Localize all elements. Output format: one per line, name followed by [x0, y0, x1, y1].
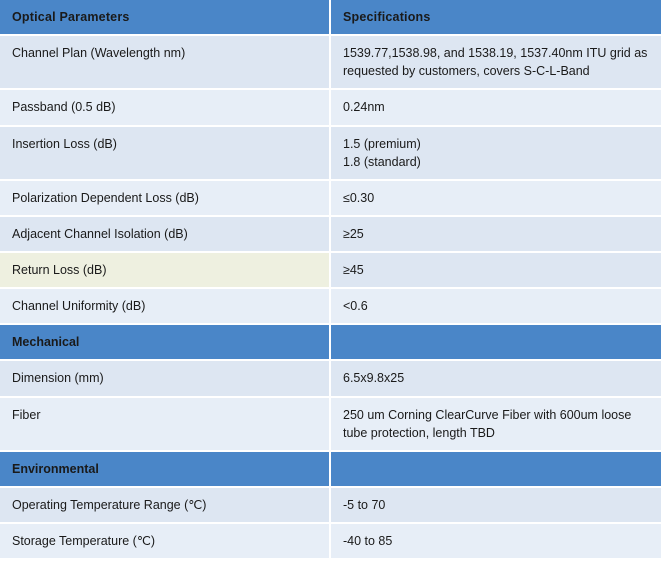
parameter-name: Channel Plan (Wavelength nm) — [0, 35, 330, 89]
table-row — [0, 216, 661, 252]
section-spacer — [330, 451, 661, 487]
section-title: Mechanical — [0, 324, 330, 360]
parameter-value: ≥45 — [330, 252, 661, 288]
parameter-value: -40 to 85 — [330, 523, 661, 559]
table-row — [0, 180, 661, 216]
table-row — [0, 288, 661, 324]
table-row — [0, 523, 661, 559]
section-title: Environmental — [0, 451, 330, 487]
parameter-name: Return Loss (dB) — [0, 252, 330, 288]
parameter-value: 1.5 (premium) 1.8 (standard) — [330, 126, 661, 180]
table-row — [0, 35, 661, 89]
parameter-name: Operating Temperature Range (℃) — [0, 487, 330, 523]
parameter-name: Adjacent Channel Isolation (dB) — [0, 216, 330, 252]
parameter-value: <0.6 — [330, 288, 661, 324]
header-optical-parameters: Optical Parameters — [0, 0, 330, 35]
section-header-row — [0, 324, 661, 360]
parameter-name: Channel Uniformity (dB) — [0, 288, 330, 324]
table-row — [0, 252, 661, 288]
parameter-name: Storage Temperature (℃) — [0, 523, 330, 559]
parameter-value: 0.24nm — [330, 89, 661, 125]
parameter-name: Dimension (mm) — [0, 360, 330, 396]
table-header-row — [0, 0, 661, 35]
table-row — [0, 126, 661, 180]
parameter-value: 250 um Corning ClearCurve Fiber with 600um loose tube protection, length TBD — [330, 397, 661, 451]
section-spacer — [330, 324, 661, 360]
table-row — [0, 360, 661, 396]
parameter-value: 6.5x9.8x25 — [330, 360, 661, 396]
table-row — [0, 89, 661, 125]
parameter-name: Insertion Loss (dB) — [0, 126, 330, 180]
table-row — [0, 487, 661, 523]
table-row — [0, 397, 661, 451]
parameter-value: 1539.77,1538.98, and 1538.19, 1537.40nm ITU grid as requested by customers, covers S-C-L-Band — [330, 35, 661, 89]
parameter-name: Fiber — [0, 397, 330, 451]
parameter-name: Polarization Dependent Loss (dB) — [0, 180, 330, 216]
parameter-value: -5 to 70 — [330, 487, 661, 523]
parameter-name: Passband (0.5 dB) — [0, 89, 330, 125]
parameter-value: ≥25 — [330, 216, 661, 252]
parameter-value: ≤0.30 — [330, 180, 661, 216]
header-specifications: Specifications — [330, 0, 661, 35]
section-header-row — [0, 451, 661, 487]
